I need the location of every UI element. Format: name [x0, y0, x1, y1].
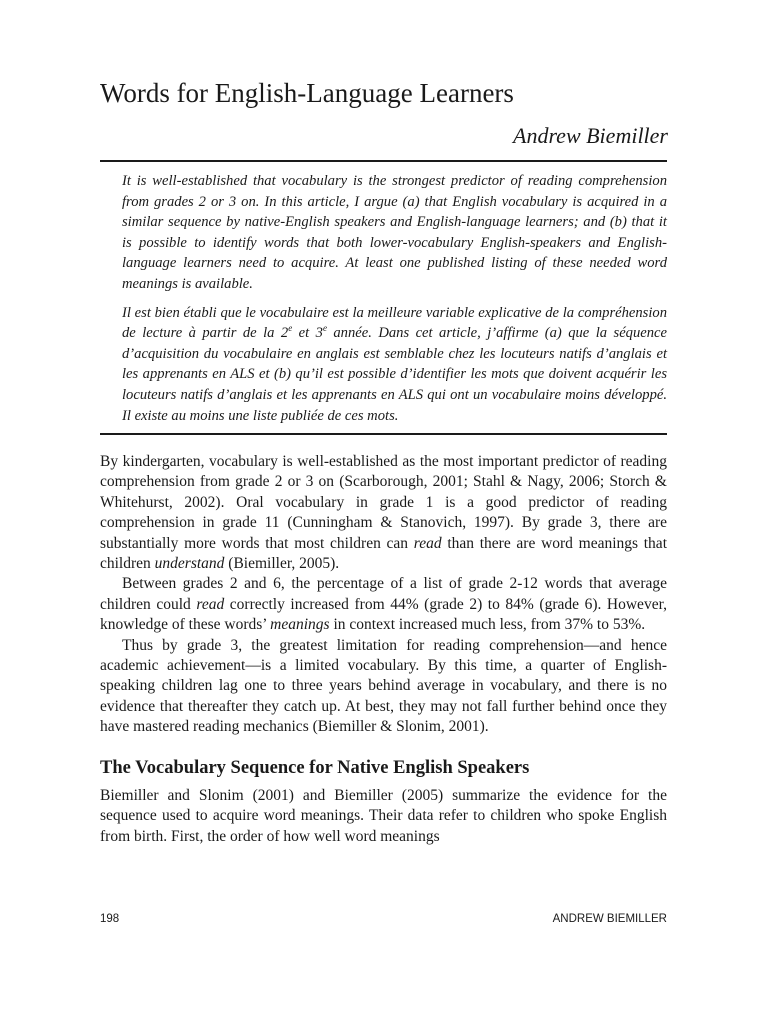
emphasis: read [196, 595, 225, 613]
emphasis: read [413, 534, 442, 552]
emphasis: understand [154, 555, 225, 573]
paragraph-text: By kindergarten, vocabulary is well-established as the most important predictor of reading comprehension from grade 2 or 3 on (Scarborough, 2001; Stahl & Nagy, 2006; Storch & Whitehurst, 2002). Oral vocabulary in grade 1 is a good predictor of reading comprehension in grade 11 (Cunningham & Stanovich, 1997). By grade 3, there are substantially more words that most children can [100, 453, 667, 552]
abstract [122, 171, 667, 426]
abstract-french-text: année. Dans cet article, j’affirme (a) que la séquence d’acquisition du vocabulaire en anglais est semblable chez les locuteurs natifs d’anglais et les apprenants en ALS et (b) qu’il est possible d’identifier les mots que doivent acquérir les locuteurs natifs d’anglais et les apprenants en ALS qui ont un vocabulaire moins développé. Il existe au moins une liste publiée de ces mots. [122, 325, 667, 424]
superscript: e [288, 323, 293, 334]
paragraph-text: Between grades 2 and 6, the percentage of a list of grade 2-12 words that average children could [100, 575, 667, 613]
body-paragraph-4: Biemiller and Slonim (2001) and Biemiller (2005) summarize the evidence for the sequence used to acquire word meanings. Their data refer to children who spoke English from birth. First, the order of how well word meanings [100, 786, 667, 845]
abstract-english: It is well-established that vocabulary is the strongest predictor of reading comprehension from grades 2 or 3 on. In this article, I argue (a) that English vocabulary is acquired in a similar sequence by native-English speakers and English-language learners; and (b) that it is possible to identify words that both lower-vocabulary English-speakers and English-language learners need to acquire. At least one published listing of these needed word meanings is available. [122, 173, 667, 292]
article-body [100, 452, 667, 847]
section-heading: The Vocabulary Sequence for Native English Speakers [100, 757, 530, 778]
body-paragraph-1 [100, 452, 667, 574]
page-number: 198 [100, 913, 120, 925]
abstract-french-text: et 3 [292, 325, 323, 342]
page-footer [100, 912, 667, 926]
paragraph-text: in context increased much less, from 37% to 53%. [329, 616, 646, 634]
abstract-french [122, 303, 667, 427]
superscript: e [322, 323, 327, 334]
paragraph-text: correctly increased from 44% (grade 2) to 84% (grade 6). However, knowledge of these words’ [100, 595, 667, 634]
abstract-french-text: Il est bien établi que le vocabulaire est la meilleure variable explicative de la compréhension de lecture à partir de la 2 [122, 304, 667, 342]
emphasis: meanings [270, 616, 330, 634]
running-head: ANDREW BIEMILLER [552, 913, 667, 925]
paragraph-text: (Biemiller, 2005). [224, 555, 340, 573]
abstract-bottom-rule [100, 433, 667, 435]
abstract-top-rule [100, 160, 667, 162]
paragraph-text: than there are word meanings that children [100, 534, 667, 573]
article-title: Words for English-Language Learners [100, 78, 514, 108]
article-author: Andrew Biemiller [513, 123, 668, 148]
body-paragraph-3: Thus by grade 3, the greatest limitation for reading comprehension—and hence academic achievement—is a limited vocabulary. By this time, a quarter of English-speaking children lag one to three years behind average in vocabulary, and there is no evidence that thereafter they catch up. At best, they may not fall further behind once they have mastered reading mechanics (Biemiller & Slonim, 2001). [100, 636, 667, 736]
body-paragraph-2 [100, 574, 667, 635]
